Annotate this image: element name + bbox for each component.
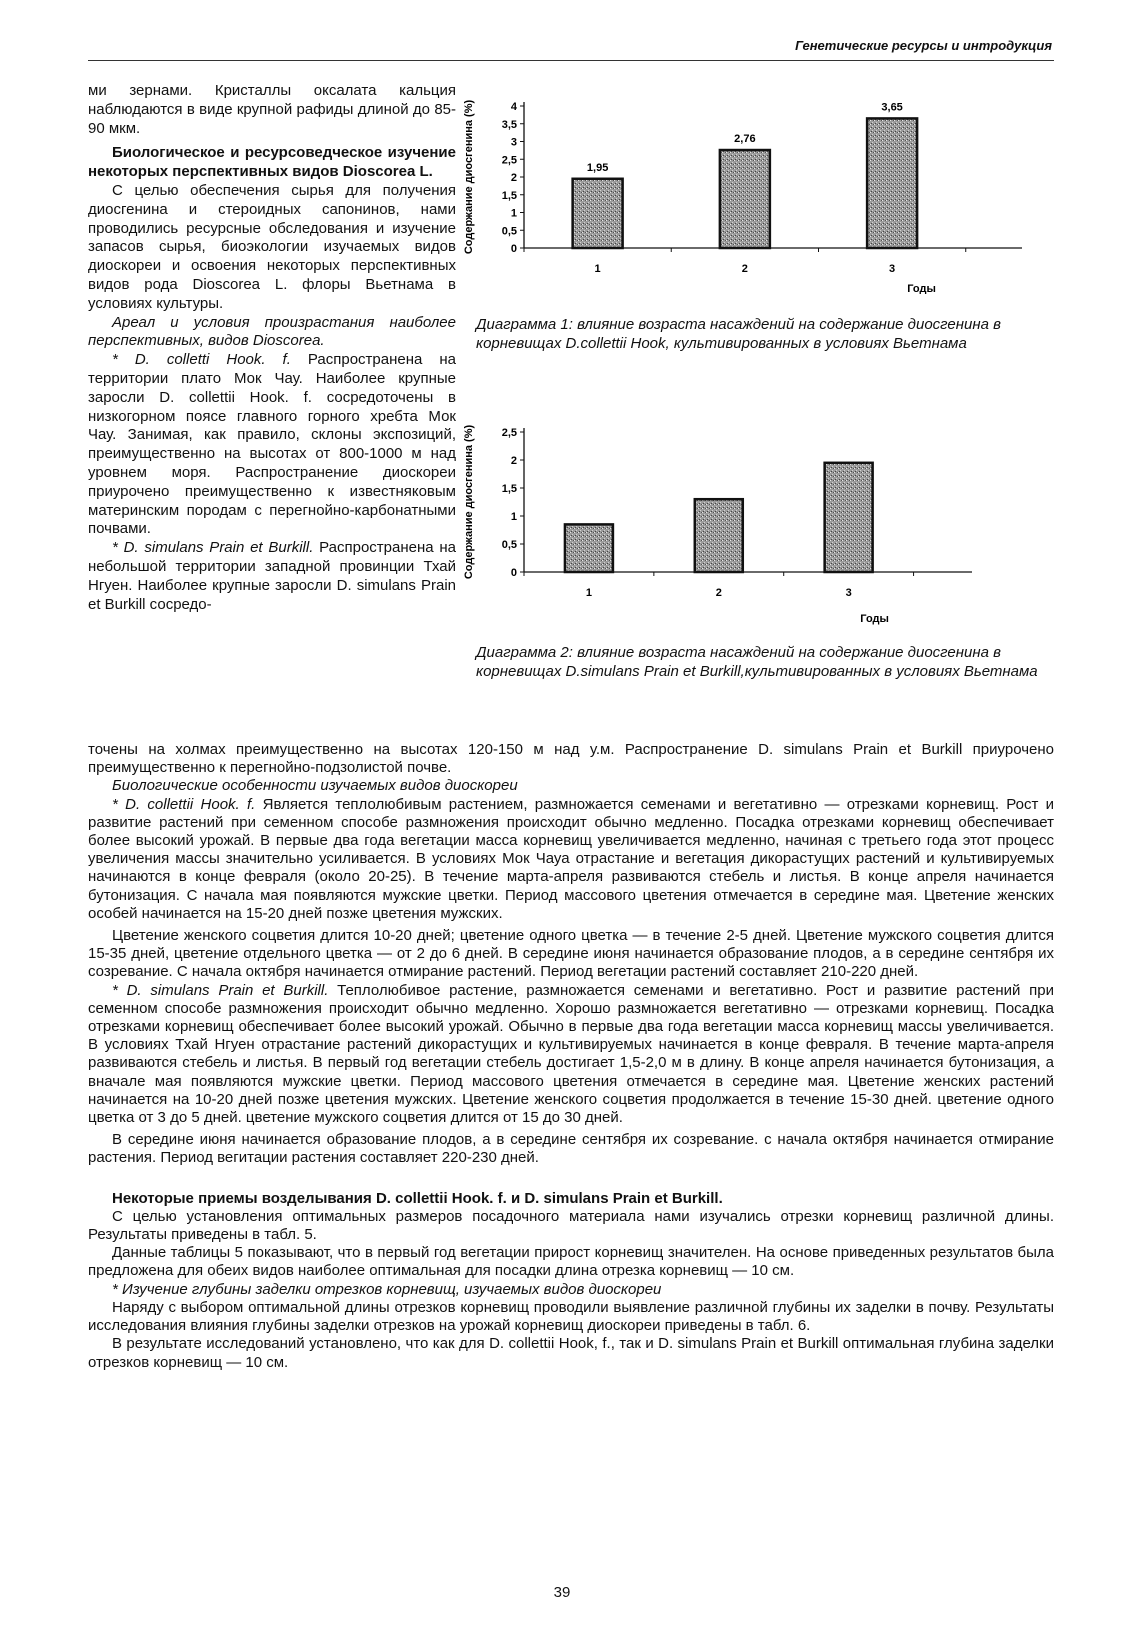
chart-2-svg [462, 412, 1022, 642]
full-paragraph [88, 796, 1054, 923]
full-paragraph: Цветение женского соцветия длится 10-20 дней; цветение одного цветка — в течение 2-5 дней. Цветение мужского соцветия длится 15-35 дней, цветение отдельного цветка — от 2 до 6 дней. В середине июня начинается образование плодов, а в середине сентября их созревание. С начала октября начинается отмирание растений. Период вегетации растений составляет 210-220 дней. [88, 927, 1054, 981]
species-lead: * D. simulans Prain et Burkill. [112, 981, 329, 999]
full-paragraph: Некоторые приемы возделывания D. collettii Hook. f. и D. simulans Prain et Burkill. [112, 1189, 723, 1207]
y-axis-label: Содержание диосгенина (%) [463, 424, 475, 580]
paragraph-text: Теплолюбивое растение, размножается семенами и вегетативно. Рост и развитие растений при семенном способе размножения происходит обычно медленно. Хорошо размножается вегетативно — отрезками корневищ. Посадка отрезками корневищ обеспечивает более высокий урожай. Обычно в первые два года вегетации масса корневищ массы увеличивается. В условиях Тхай Нгуен отрастание растений дикорастущих и культивируемых начинается в конце февраля. В течение марта-апреля развиваются стебель и листья. В первый год вегетации стебель достигает 1,5-2,0 м в длину. В конце апреля начинается бутонизация, а вначале мая появляются мужские цветки. Период массового цветения отмечается в середине мая. Цветение женских растений начинается на 10-20 дней позже цветения мужских. Цветение женского соцветия продолжается в течение 15-30 дней. цветение одного цветка от 3 до 5 дней. цветение мужского соцветия длится от 15 до 30 дней. [88, 981, 1054, 1127]
bar-value-label: 2,76 [734, 133, 756, 146]
x-axis-label: Годы [860, 613, 889, 625]
full-paragraph: Наряду с выбором оптимальной длины отрезков корневищ проводили выявление различной глубины их заделки в почву. Результаты исследования влияния глубины заделки отрезков на урожай корневищ диоскореи приведены в табл. 6. [88, 1298, 1054, 1335]
species-lead: * D. simulans Prain et Burkill. [112, 539, 314, 557]
full-paragraph: Данные таблицы 5 показывают, что в первый год вегетации прирост корневищ значителен. На основе приведенных результатов была предложена для обеих видов наиболее оптимальная для посадки длина отрезка корневищ — 10 см. [88, 1244, 1054, 1280]
full-paragraph [88, 982, 1054, 1128]
y-axis-label: Содержание диосгенина (%) [463, 99, 475, 255]
x-tick-label: 1 [594, 263, 601, 275]
bar [720, 150, 770, 248]
y-tick-label: 0 [510, 567, 517, 579]
paragraph-text: Является теплолюбивым растением, размножается семенами и вегетативно — отрезками корневищ. Рост и развитие растений при семенном способе размножения происходит обычно медленно. Посадка отрезками корневищ обеспечивает более высокий урожай. В первые два года вегетации масса корневищ увеличивается медленно, начиная с третьего года этот процесс увеличения массы значительно усиливается. В условиях Мок Чауа отрастание и вегетация дикорастущих растений и культивируемых начинаются в конце февраля (около 20-25). В течение марта-апреля развиваются стебель и листья. В конце апреля начинается бутонизация. С начала мая появляются мужские цветки. Период массового цветения отмечается в середине мая. Цветение женских особей начинается на 15-20 дней позже цветения мужских. [88, 795, 1054, 922]
bar [565, 524, 613, 572]
bar [573, 179, 623, 248]
bar-value-label: 3,65 [881, 101, 903, 114]
bar [867, 118, 917, 248]
left-paragraph: ми зернами. Кристаллы оксалата кальция наблюдаются в виде крупной рафиды длиной до 85-90 мкм. [88, 82, 456, 137]
bar [695, 499, 743, 572]
left-paragraph: Биологическое и ресурсоведческое изучение некоторых перспективных видов Dioscorea L. [88, 144, 456, 181]
full-paragraph: В результате исследований установлено, что как для D. collettii Hook, f., так и D. simulans Prain et Burkill оптимальная глубина заделки отрезков корневищ — 10 см. [88, 1335, 1054, 1371]
bar-value-label: 1,95 [586, 161, 609, 174]
x-tick-label: 2 [715, 587, 722, 599]
chart-1-svg [462, 84, 1022, 294]
paragraph-text: Распространена на территории плато Мок Чау. Наиболее крупные заросли D. collettii Hook. f. сосредоточены в низкогорном поясе главного горного хребта Мок Чау. Занимая, как правило, склоны экспозиций, преимущественно на высотах от 800-1000 м над уровнем моря. Распространение диоскореи приурочено преимущественно к известняковым материнским породам с перегнойно-карбонатными почвами. [88, 351, 456, 538]
x-tick-label: 3 [889, 263, 896, 275]
left-paragraph [88, 539, 456, 614]
x-tick-label: 1 [585, 587, 592, 599]
running-header: Генетические ресурсы и интродукция [795, 38, 1052, 53]
main-text [88, 741, 1054, 1372]
y-tick-label: 2 [510, 455, 517, 467]
full-paragraph: С целью установления оптимальных размеров посадочного материала нами изучались отрезки корневищ различной длины. Результаты приведены в табл. 5. [88, 1207, 1054, 1244]
left-paragraph: С целью обеспечения сырья для получения диосгенина и стероидных сапонинов, нами проводились ресурсные обследования и изучение запасов сырья, биоэкологии изучаемых видов диоскореи и освоения некоторых перспективных видов рода Dioscorea L. флоры Вьетнама в условиях культуры. [88, 181, 456, 312]
x-axis-label: Годы [907, 283, 936, 294]
y-tick-label: 0,5 [501, 225, 517, 238]
left-paragraph [88, 351, 456, 539]
y-tick-label: 3,5 [501, 118, 517, 131]
y-tick-label: 1,5 [501, 483, 517, 495]
full-paragraph: точены на холмах преимущественно на высотах 120-150 м над у.м. Распространение D. simulans Prain et Burkill приурочено преимущественно к перегнойно-подзолистой почве. [88, 741, 1054, 777]
full-paragraph: * Изучение глубины заделки отрезков корневищ, изучаемых видов диоскореи [112, 1280, 662, 1298]
y-tick-label: 3 [510, 136, 517, 149]
y-tick-label: 2,5 [501, 154, 517, 167]
y-tick-label: 2,5 [501, 427, 517, 439]
chart-2-caption: Диаграмма 2: влияние возраста насаждений на содержание диосгенина в корневищах D.simulans Prain et Burkill,культивированных в условиях Вьетнама [476, 644, 1038, 680]
left-column [88, 82, 456, 614]
y-tick-label: 1 [510, 207, 517, 220]
bar [825, 463, 873, 572]
y-tick-label: 1 [510, 511, 517, 523]
page-number: 39 [553, 1584, 571, 1601]
species-lead: * D. colletti Hook. f. [112, 351, 291, 369]
left-paragraph: Ареал и условия произрастания наиболее перспективных, видов Dioscorea. [88, 313, 456, 350]
y-tick-label: 0,5 [501, 539, 517, 551]
x-tick-label: 3 [845, 587, 852, 599]
full-paragraph: В середине июня начинается образование плодов, а в середине сентября их созревание. с начала октября начинается отмирание растения. Период вегитации растения составляет 220-230 дней. [88, 1131, 1054, 1167]
y-tick-label: 1,5 [501, 189, 517, 202]
species-lead: * D. collettii Hook. f. [112, 795, 256, 813]
header-rule [88, 60, 1054, 61]
x-tick-label: 2 [741, 263, 748, 275]
chart-1 [462, 84, 1022, 294]
chart-1-caption: Диаграмма 1: влияние возраста насаждений на содержание диосгенина в корневищах D.collettii Hook, культивированных в условиях Вьетнама [476, 316, 1001, 352]
full-paragraph: Биологические особенности изучаемых видов диоскореи [112, 777, 518, 795]
y-tick-label: 2 [510, 172, 517, 184]
y-tick-label: 4 [510, 101, 517, 113]
paragraph-text: Распространена на небольшой территории западной провинции Тхай Нгуен. Наиболее крупные заросли D. simulans Prain et Burkill сосредо- [88, 539, 456, 613]
y-tick-label: 0 [510, 243, 517, 255]
chart-2 [462, 412, 1022, 642]
